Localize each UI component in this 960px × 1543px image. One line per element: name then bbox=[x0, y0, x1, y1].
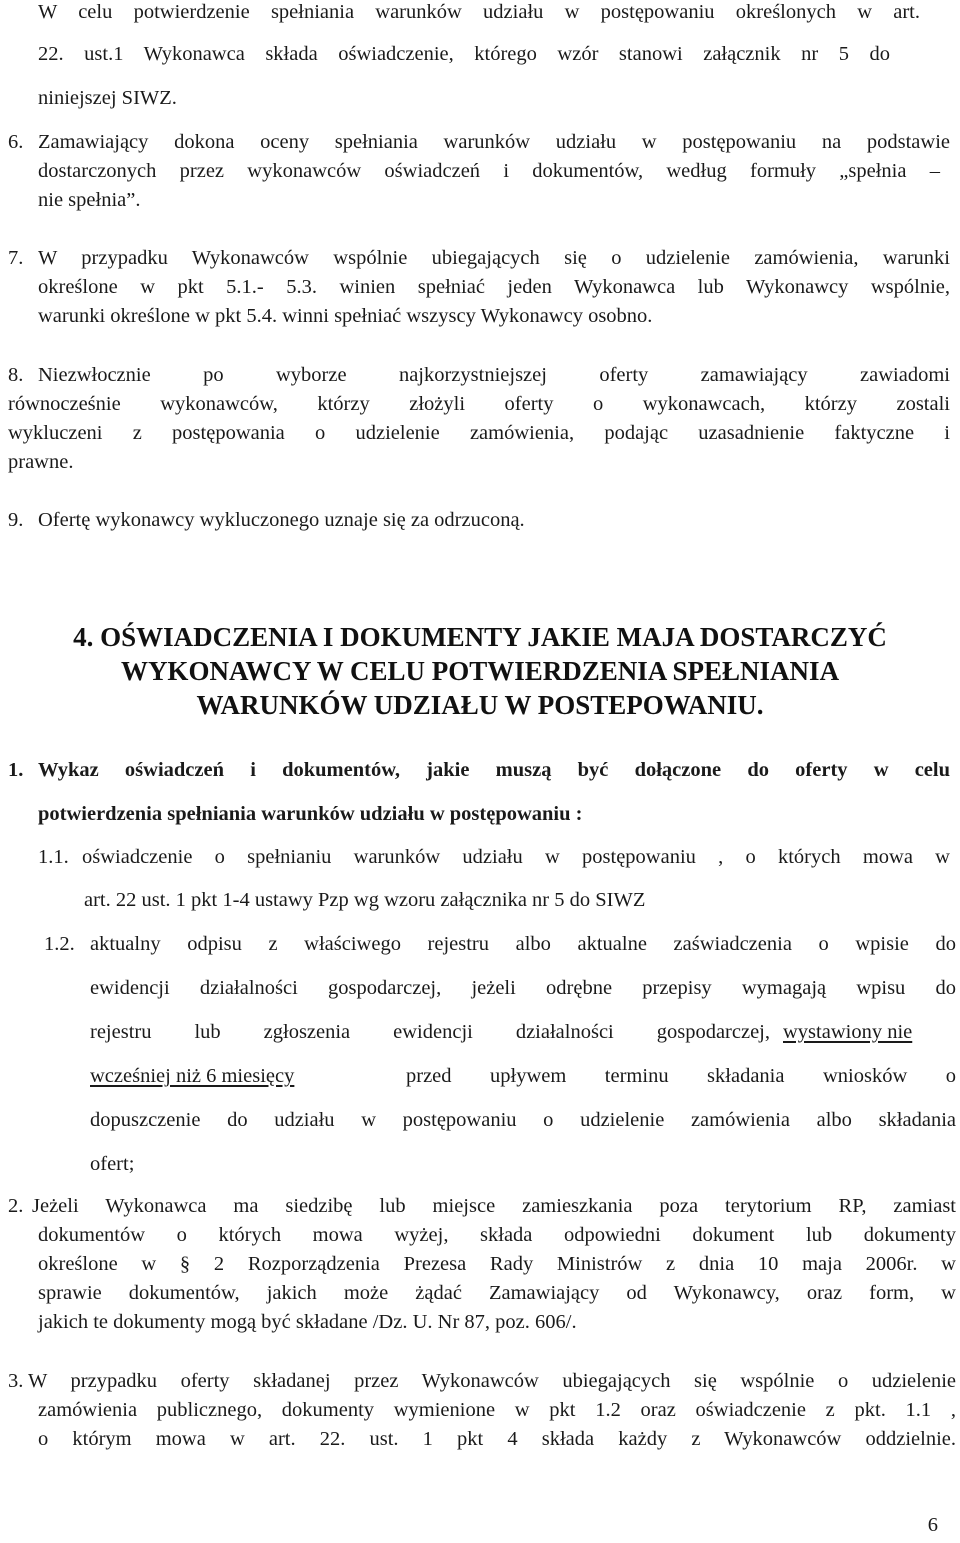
item-6-number: 6. bbox=[8, 131, 24, 153]
point-3-line-2: zamówienia publicznego, dokumenty wymienione w pkt 1.2 oraz oświadczenie z pkt. 1.1 , bbox=[38, 1399, 956, 1421]
section-4-heading-line-2: WYKONAWCY W CELU POTWIERDZENIA SPEŁNIANIA bbox=[120, 656, 840, 686]
point-1-1-line-2: art. 22 ust. 1 pkt 1-4 ustawy Pzp wg wzoru załącznika nr 5 do SIWZ bbox=[84, 889, 646, 911]
item-6-line-1: Zamawiający dokona oceny spełniania warunków udziału w postępowaniu na podstawie bbox=[38, 131, 950, 153]
item-9-number: 9. bbox=[8, 509, 24, 531]
item-8-line-1: Niezwłocznie po wyborze najkorzystniejszej oferty zamawiający zawiadomi bbox=[38, 364, 950, 386]
point-1-2-number: 1.2. bbox=[44, 933, 75, 955]
page-number: 6 bbox=[927, 1514, 938, 1536]
point-1-line-1: Wykaz oświadczeń i dokumentów, jakie muszą być dołączone do oferty w celu bbox=[38, 759, 950, 781]
item-6-line-2: dostarczonych przez wykonawców oświadczeń i dokumentów, według formuły „spełnia – bbox=[38, 160, 940, 182]
item-7-number: 7. bbox=[8, 247, 24, 269]
item-7-line-1: W przypadku Wykonawców wspólnie ubiegających się o udzielenie zamówienia, warunki bbox=[38, 247, 950, 269]
item-8-line-2: równocześnie wykonawców, którzy złożyli oferty o wykonawcach, którzy zostali bbox=[8, 393, 950, 415]
point-1-number: 1. bbox=[8, 759, 24, 781]
intro-line-1: W celu potwierdzenie spełniania warunków udziału w postępowaniu określonych w art. bbox=[38, 1, 920, 23]
item-7-line-2: określone w pkt 5.1.- 5.3. winien spełniać jeden Wykonawca lub Wykonawcy wspólnie, bbox=[38, 276, 950, 298]
item-6-line-3: nie spełnia”. bbox=[38, 189, 141, 211]
point-1-2-line-3-plain: rejestru lub zgłoszenia ewidencji działalności gospodarczej, bbox=[90, 1021, 770, 1043]
point-1-2-line-4-underlined: wcześniej niż 6 miesięcy bbox=[90, 1065, 295, 1087]
point-1-2-line-2: ewidencji działalności gospodarczej, jeżeli odrębne przepisy wymagają wpisu do bbox=[90, 977, 956, 999]
point-3-number: 3. bbox=[8, 1370, 24, 1392]
intro-line-3: niniejszej SIWZ. bbox=[38, 87, 177, 109]
section-4-heading-line-1: 4. OŚWIADCZENIA I DOKUMENTY JAKIE MAJA DOSTARCZYĆ bbox=[73, 622, 887, 652]
point-2-line-5: jakich te dokumenty mogą być składane /Dz. U. Nr 87, poz. 606/. bbox=[38, 1311, 577, 1333]
item-8-line-3: wykluczeni z postępowania o udzielenie zamówienia, podając uzasadnienie faktyczne i bbox=[8, 422, 950, 444]
point-2-number: 2. bbox=[8, 1195, 24, 1217]
item-8-line-4: prawne. bbox=[8, 451, 74, 473]
point-1-2-line-5: dopuszczenie do udziału w postępowaniu o udzielenie zamówienia albo składania bbox=[90, 1109, 956, 1131]
point-2-line-4: sprawie dokumentów, jakich może żądać Zamawiający od Wykonawcy, oraz form, w bbox=[38, 1282, 956, 1304]
point-2-line-2: dokumentów o których mowa wyżej, składa odpowiedni dokument lub dokumenty bbox=[38, 1224, 956, 1246]
point-1-2-line-4-plain: przed upływem terminu składania wniosków o bbox=[406, 1065, 956, 1087]
point-2-line-1: Jeżeli Wykonawca ma siedzibę lub miejsce zamieszkania poza terytorium RP, zamiast bbox=[32, 1195, 956, 1217]
item-9-text: Ofertę wykonawcy wykluczonego uznaje się za odrzuconą. bbox=[38, 509, 525, 531]
point-1-2-line-1: aktualny odpisu z właściwego rejestru albo aktualne zaświadczenia o wpisie do bbox=[90, 933, 956, 955]
point-2-line-3: określone w § 2 Rozporządzenia Prezesa Rady Ministrów z dnia 10 maja 2006r. w bbox=[38, 1253, 956, 1275]
point-1-2-line-3-underlined: wystawiony nie bbox=[783, 1021, 913, 1043]
point-1-2-line-6: ofert; bbox=[90, 1153, 135, 1175]
item-8-number: 8. bbox=[8, 364, 24, 386]
point-1-1-number: 1.1. bbox=[38, 846, 69, 868]
section-4-heading-line-3: WARUNKÓW UDZIAŁU W POSTEPOWANIU. bbox=[196, 690, 764, 720]
point-1-line-2: potwierdzenia spełniania warunków udziału w postępowaniu : bbox=[38, 803, 583, 825]
point-3-line-1: W przypadku oferty składanej przez Wykonawców ubiegających się wspólnie o udzielenie bbox=[28, 1370, 956, 1392]
point-1-1-line-1: oświadczenie o spełnianiu warunków udziału w postępowaniu , o których mowa w bbox=[82, 846, 950, 868]
intro-line-2: 22. ust.1 Wykonawca składa oświadczenie, którego wzór stanowi załącznik nr 5 do bbox=[38, 43, 890, 65]
point-3-line-3: o którym mowa w art. 22. ust. 1 pkt 4 składa każdy z Wykonawców oddzielnie. bbox=[38, 1428, 956, 1450]
item-7-line-3: warunki określone w pkt 5.4. winni spełniać wszyscy Wykonawcy osobno. bbox=[38, 305, 653, 327]
